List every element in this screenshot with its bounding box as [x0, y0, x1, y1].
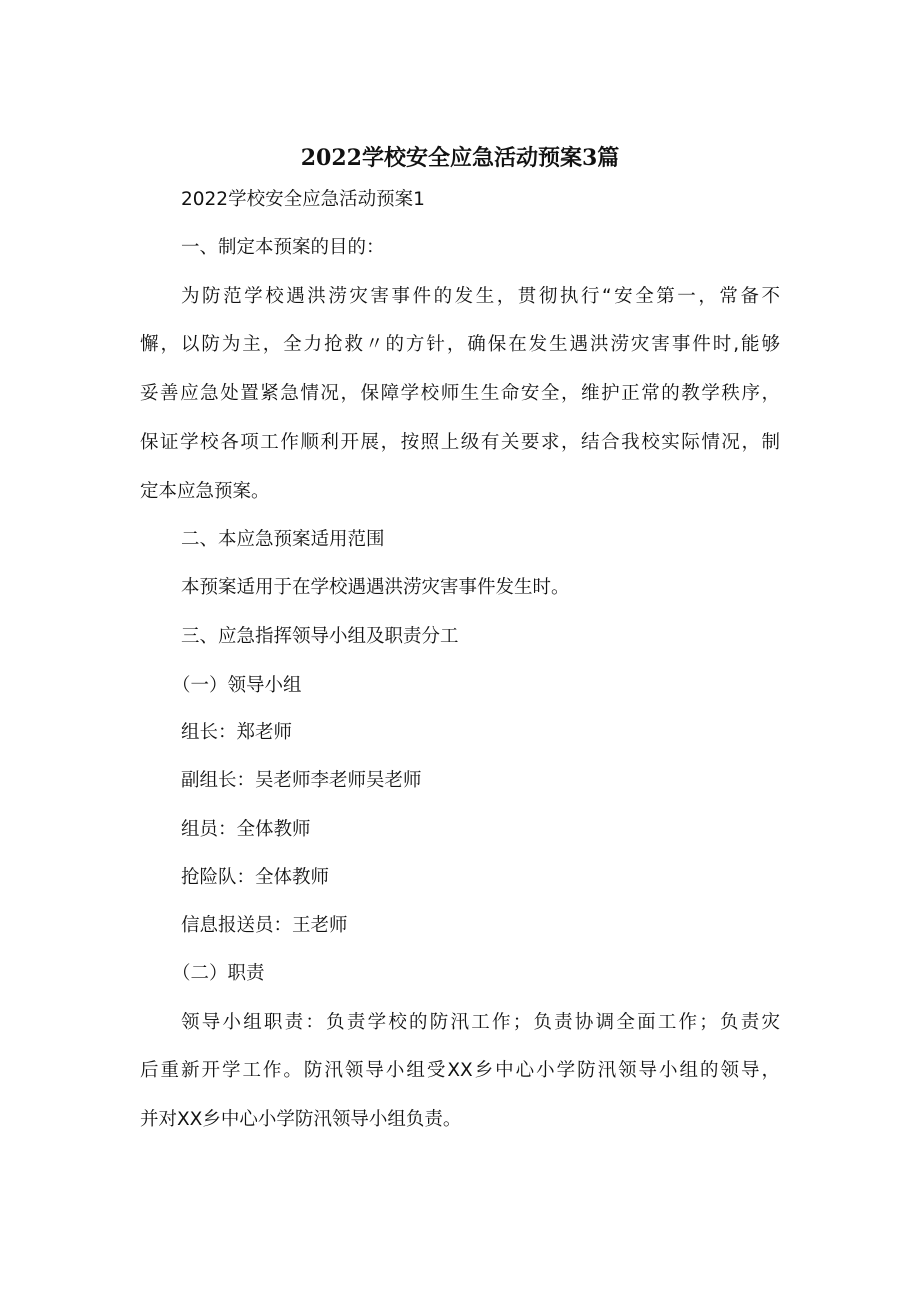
member-line: 信息报送员：王老师 [181, 915, 348, 936]
document-title: 2022学校安全应急活动预案3篇 [300, 145, 620, 171]
section1-line: 妥善应急处置紧急情况，保障学校师生生命安全，维护正常的教学秩序， [140, 383, 780, 404]
section1-line: 保证学校各项工作顺利开展，按照上级有关要求，结合我校实际情况，制 [140, 432, 780, 453]
duty-line: 领导小组职责：负责学校的防汛工作；负责协调全面工作；负责灾 [181, 1012, 780, 1033]
section1-line: 定本应急预案。 [140, 481, 270, 502]
subtitle: 2022学校安全应急活动预案1 [181, 189, 425, 210]
section2-para: 本预案适用于在学校遇遇洪涝灾害事件发生时。 [181, 577, 570, 598]
section1-heading: 一、制定本预案的目的： [181, 237, 385, 258]
duty-line: 并对XX乡中心小学防汛领导小组负责。 [140, 1109, 462, 1130]
member-line: 副组长：吴老师李老师吴老师 [181, 770, 422, 791]
section3-heading: 三、应急指挥领导小组及职责分工 [181, 626, 459, 647]
duty-heading: （二）职责 [172, 963, 265, 984]
member-line: 抢险队：全体教师 [181, 867, 330, 888]
group-heading: （一）领导小组 [172, 675, 302, 696]
member-line: 组员：全体教师 [181, 819, 311, 840]
section2-heading: 二、本应急预案适用范围 [181, 529, 385, 550]
duty-line: 后重新开学工作。防汛领导小组受XX乡中心小学防汛领导小组的领导， [140, 1060, 780, 1081]
section1-line: 懈，以防为主，全力抢救〃的方针，确保在发生遇洪涝灾害事件时,能够 [140, 334, 780, 355]
member-line: 组长：郑老师 [181, 722, 293, 743]
section1-line: 为防范学校遇洪涝灾害事件的发生，贯彻执行“安全第一，常备不 [181, 286, 780, 307]
